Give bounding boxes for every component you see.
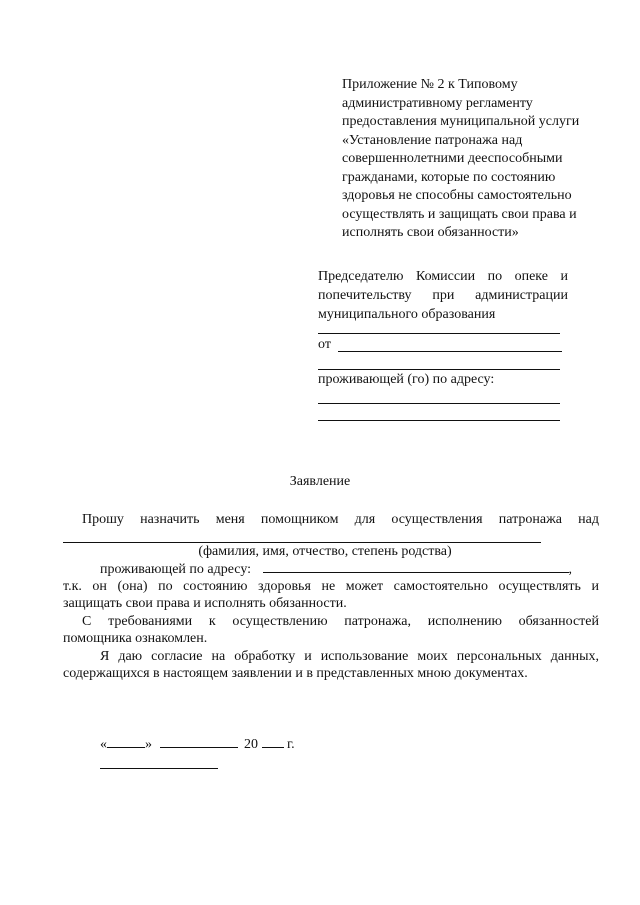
- date-close-quote: »: [145, 737, 152, 752]
- addressee-line-3: муниципального образования: [318, 307, 496, 322]
- appendix-line: гражданами, которые по состоянию: [342, 169, 556, 185]
- appendix-line: исполнять свои обязанности»: [342, 225, 519, 240]
- address-row: [100, 561, 572, 579]
- address-blank-line-2[interactable]: [318, 419, 560, 421]
- year-suffix: г.: [287, 737, 295, 752]
- date-row: [100, 736, 295, 754]
- appendix-line: Приложение № 2 к Типовому: [342, 77, 518, 92]
- address-blank-line[interactable]: [263, 572, 569, 573]
- year-prefix: 20: [244, 737, 258, 752]
- from-name-blank-line-2[interactable]: [318, 368, 560, 370]
- from-name-blank-line[interactable]: [338, 350, 562, 352]
- para1-line3: т.к. он (она) по состоянию здоровья не может самостоятельно осуществлять и: [63, 579, 599, 594]
- para1-line1: Прошу назначить меня помощником для осуществления патронажа над: [82, 512, 599, 527]
- document-title: Заявление: [289, 474, 351, 489]
- para2-line1: С требованиями к осуществлению патронажа, исполнению обязанностей: [82, 614, 599, 629]
- para2-line2: помощника ознакомлен.: [63, 631, 208, 646]
- addressee-line-2: попечительству при администрации: [318, 288, 568, 303]
- date-open-quote: «: [100, 737, 107, 752]
- signature-blank-line[interactable]: [100, 767, 218, 769]
- year-blank-line[interactable]: [262, 747, 284, 748]
- addressee-block: [318, 267, 568, 324]
- appendix-line: предоставления муниципальной услуги: [342, 114, 580, 129]
- month-blank-line[interactable]: [160, 747, 238, 748]
- ward-name-caption: (фамилия, имя, отчество, степень родства): [198, 544, 452, 559]
- from-label: от: [318, 337, 331, 352]
- para3-line2: содержащихся в настоящем заявлении и в представленных мною документах.: [63, 666, 528, 681]
- municipality-blank-line[interactable]: [318, 332, 560, 334]
- para3-line1: Я даю согласие на обработку и использование моих персональных данных,: [100, 649, 599, 664]
- addressee-address-label: проживающей (го) по адресу:: [318, 372, 495, 387]
- appendix-line: здоровья не способны самостоятельно: [342, 188, 572, 203]
- appendix-line: «Установление патронажа над: [342, 132, 523, 148]
- address-comma: ,: [568, 562, 573, 577]
- appendix-line: осуществлять и защищать свои права и: [342, 206, 577, 222]
- day-blank-line[interactable]: [107, 747, 145, 748]
- para1-line4: защищать свои права и исполнять обязанности.: [63, 596, 347, 611]
- appendix-line: административному регламенту: [342, 95, 533, 111]
- addressee-line-1: Председателю Комиссии по опеке и: [318, 269, 568, 284]
- address-label: проживающей по адресу:: [100, 562, 252, 577]
- address-blank-line-1[interactable]: [318, 402, 560, 404]
- appendix-line: совершеннолетними дееспособными: [342, 151, 563, 166]
- appendix-header: [342, 76, 604, 243]
